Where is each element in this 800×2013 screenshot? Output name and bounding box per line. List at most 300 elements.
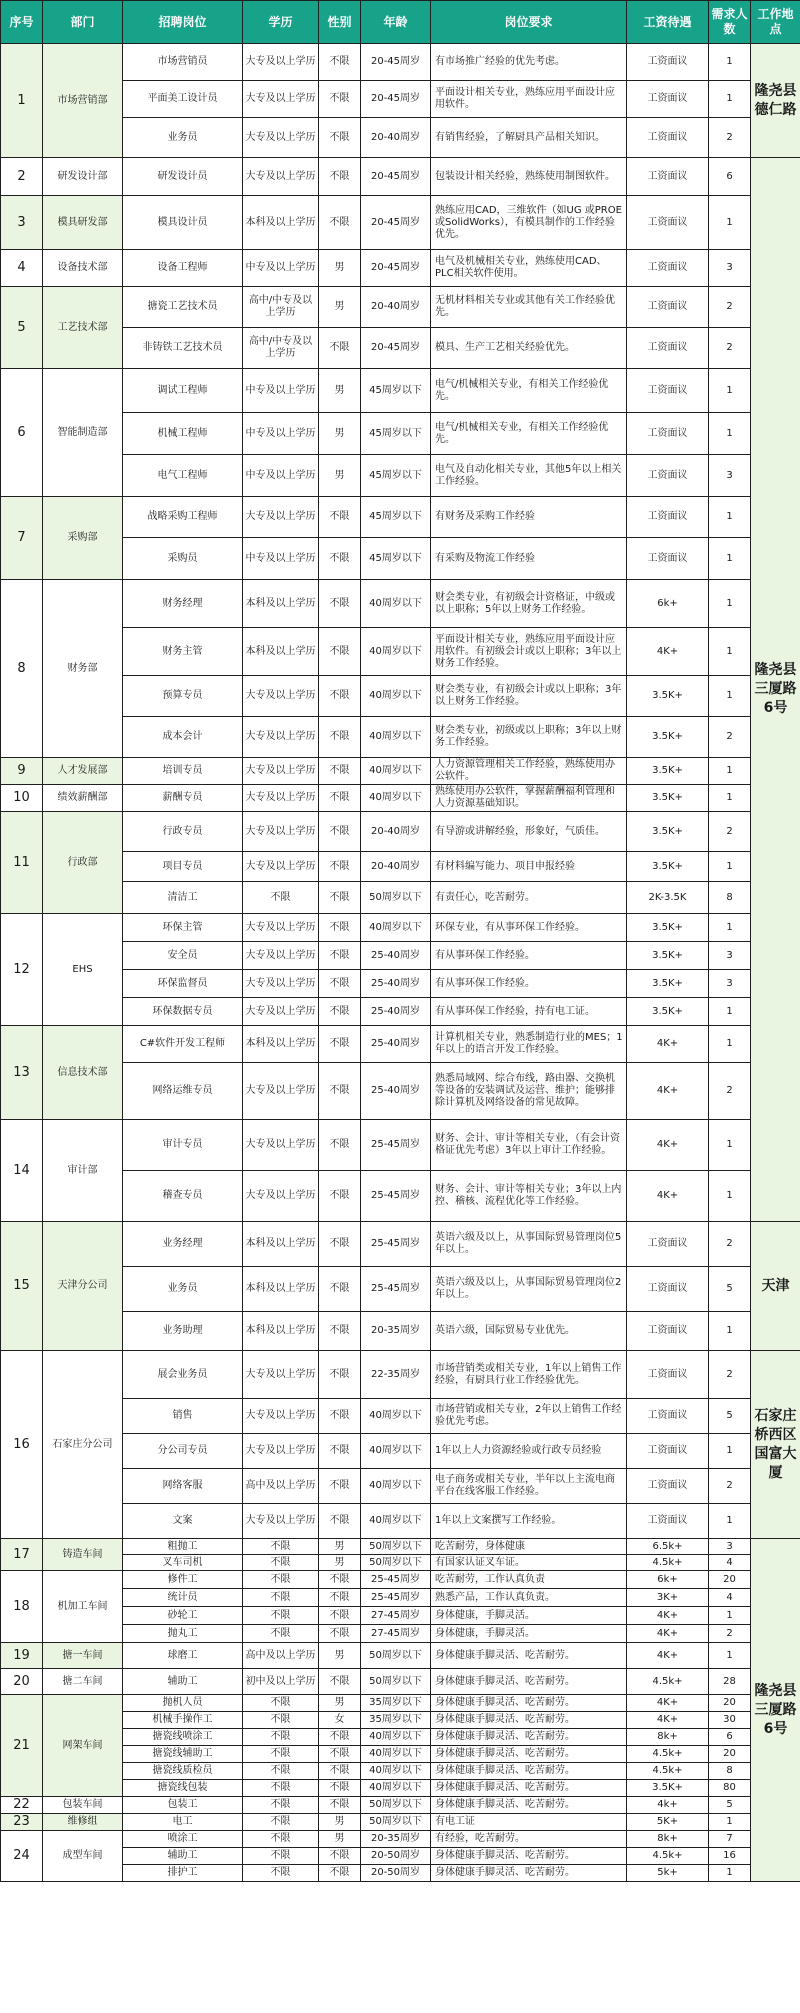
job-post: 网络客服 [123, 1469, 243, 1504]
job-sex: 男 [319, 1695, 361, 1712]
job-education: 不限 [243, 1555, 319, 1571]
row-number: 16 [1, 1351, 43, 1539]
job-count: 1 [709, 369, 751, 413]
job-requirement: 有导游或讲解经验，形象好，气质佳。 [431, 812, 627, 852]
job-pay: 3.5K+ [627, 852, 709, 882]
job-pay: 3.5K+ [627, 676, 709, 717]
job-education: 本科及以上学历 [243, 580, 319, 628]
job-age: 27-45周岁 [361, 1607, 431, 1625]
row-number: 12 [1, 914, 43, 1026]
job-post: 采购员 [123, 538, 243, 580]
job-pay: 3.5K+ [627, 758, 709, 785]
job-sex: 不限 [319, 1399, 361, 1434]
job-education: 大专及以上学历 [243, 497, 319, 538]
job-age: 50周岁以下 [361, 1797, 431, 1814]
row-number: 22 [1, 1797, 43, 1814]
job-age: 40周岁以下 [361, 717, 431, 758]
job-count: 1 [709, 413, 751, 455]
job-count: 2 [709, 717, 751, 758]
job-count: 2 [709, 1625, 751, 1643]
job-requirement: 有电工证 [431, 1814, 627, 1831]
job-education: 大专及以上学历 [243, 1171, 319, 1222]
job-education: 不限 [243, 1797, 319, 1814]
job-age: 50周岁以下 [361, 1669, 431, 1695]
job-requirement: 身体健康手脚灵活、吃苦耐劳。 [431, 1780, 627, 1797]
job-post: 粗抛工 [123, 1539, 243, 1555]
job-age: 25-45周岁 [361, 1589, 431, 1607]
job-requirement: 有责任心，吃苦耐劳。 [431, 882, 627, 914]
job-pay: 4K+ [627, 1063, 709, 1120]
job-pay: 工资面议 [627, 1312, 709, 1351]
job-post: 分公司专员 [123, 1434, 243, 1469]
job-pay: 4.5k+ [627, 1763, 709, 1780]
job-education: 高中/中专及以上学历 [243, 328, 319, 369]
job-count: 28 [709, 1669, 751, 1695]
department-name: 工艺技术部 [43, 287, 123, 369]
job-count: 1 [709, 1026, 751, 1063]
job-pay: 2K-3.5K [627, 882, 709, 914]
job-pay: 工资面议 [627, 413, 709, 455]
row-number: 18 [1, 1571, 43, 1643]
job-count: 2 [709, 812, 751, 852]
job-pay: 4K+ [627, 1712, 709, 1729]
job-requirement: 吃苦耐劳，工作认真负责 [431, 1571, 627, 1589]
work-location: 天津 [751, 1222, 800, 1351]
job-sex: 不限 [319, 1351, 361, 1399]
job-requirement: 吃苦耐劳，身体健康 [431, 1539, 627, 1555]
job-sex: 不限 [319, 1763, 361, 1780]
job-sex: 不限 [319, 1797, 361, 1814]
job-age: 27-45周岁 [361, 1625, 431, 1643]
job-pay: 4K+ [627, 628, 709, 676]
job-pay: 3.5K+ [627, 970, 709, 998]
job-requirement: 环保专业，有从事环保工作经验。 [431, 914, 627, 942]
table-row [1, 1814, 800, 1831]
job-education: 大专及以上学历 [243, 852, 319, 882]
job-sex: 不限 [319, 758, 361, 785]
job-post: 审计专员 [123, 1120, 243, 1171]
job-count: 3 [709, 250, 751, 287]
job-post: 机械工程师 [123, 413, 243, 455]
job-post: 业务经理 [123, 1222, 243, 1267]
job-pay: 5K+ [627, 1814, 709, 1831]
job-pay: 工资面议 [627, 538, 709, 580]
job-requirement: 电气/机械相关专业，有相关工作经验优先。 [431, 413, 627, 455]
job-requirement: 身体健康手脚灵活、吃苦耐劳。 [431, 1729, 627, 1746]
job-education: 本科及以上学历 [243, 1222, 319, 1267]
job-count: 2 [709, 1351, 751, 1399]
job-pay: 工资面议 [627, 44, 709, 81]
table-row [1, 1571, 800, 1589]
job-age: 40周岁以下 [361, 1746, 431, 1763]
row-number: 23 [1, 1814, 43, 1831]
job-age: 20-40周岁 [361, 812, 431, 852]
job-education: 大专及以上学历 [243, 1434, 319, 1469]
job-count: 1 [709, 676, 751, 717]
job-count: 7 [709, 1831, 751, 1848]
job-sex: 不限 [319, 676, 361, 717]
job-education: 本科及以上学历 [243, 1312, 319, 1351]
job-age: 20-45周岁 [361, 158, 431, 196]
job-requirement: 熟练使用办公软件，掌握薪酬福利管理和人力资源基础知识。 [431, 785, 627, 812]
row-number: 5 [1, 287, 43, 369]
job-age: 20-40周岁 [361, 118, 431, 158]
job-sex: 不限 [319, 628, 361, 676]
job-pay: 4K+ [627, 1625, 709, 1643]
job-sex: 不限 [319, 1222, 361, 1267]
job-count: 1 [709, 1312, 751, 1351]
job-requirement: 财会类专业，初级或以上职称；3年以上财务工作经验。 [431, 717, 627, 758]
job-education: 大专及以上学历 [243, 676, 319, 717]
job-post: 喷涂工 [123, 1831, 243, 1848]
job-requirement: 身体健康手脚灵活、吃苦耐劳。 [431, 1848, 627, 1865]
job-post: 排护工 [123, 1865, 243, 1882]
job-pay: 工资面议 [627, 287, 709, 328]
job-pay: 8k+ [627, 1831, 709, 1848]
job-sex: 不限 [319, 1848, 361, 1865]
job-pay: 5k+ [627, 1865, 709, 1882]
job-count: 6 [709, 1729, 751, 1746]
row-number: 4 [1, 250, 43, 287]
job-age: 25-45周岁 [361, 1171, 431, 1222]
job-education: 本科及以上学历 [243, 1026, 319, 1063]
job-age: 25-40周岁 [361, 1063, 431, 1120]
job-count: 3 [709, 942, 751, 970]
job-requirement: 有材料编写能力、项目申报经验 [431, 852, 627, 882]
job-education: 不限 [243, 1746, 319, 1763]
job-pay: 工资面议 [627, 1434, 709, 1469]
job-requirement: 身体健康手脚灵活、吃苦耐劳。 [431, 1712, 627, 1729]
job-education: 大专及以上学历 [243, 1399, 319, 1434]
department-name: 包装车间 [43, 1797, 123, 1814]
job-pay: 6k+ [627, 1571, 709, 1589]
table-row [1, 1797, 800, 1814]
job-sex: 不限 [319, 1434, 361, 1469]
job-post: 修件工 [123, 1571, 243, 1589]
work-location: 隆尧县 德仁路 [751, 44, 800, 158]
job-requirement: 有经验，吃苦耐劳。 [431, 1831, 627, 1848]
job-pay: 3.5K+ [627, 1780, 709, 1797]
job-post: 网络运维专员 [123, 1063, 243, 1120]
job-count: 1 [709, 1504, 751, 1539]
job-age: 25-40周岁 [361, 942, 431, 970]
job-age: 40周岁以下 [361, 1469, 431, 1504]
job-requirement: 熟悉产品，工作认真负责。 [431, 1589, 627, 1607]
job-count: 5 [709, 1267, 751, 1312]
job-age: 40周岁以下 [361, 628, 431, 676]
job-post: 辅助工 [123, 1669, 243, 1695]
job-requirement: 身体健康手脚灵活、吃苦耐劳。 [431, 1746, 627, 1763]
job-pay: 3.5K+ [627, 914, 709, 942]
job-count: 3 [709, 455, 751, 497]
row-number: 11 [1, 812, 43, 914]
job-education: 不限 [243, 1763, 319, 1780]
department-name: 网架车间 [43, 1695, 123, 1797]
job-age: 50周岁以下 [361, 1539, 431, 1555]
job-sex: 男 [319, 455, 361, 497]
job-pay: 工资面议 [627, 81, 709, 118]
job-requirement: 平面设计相关专业，熟练应用平面设计应用软件。有初级会计或以上职称；3年以上财务工作经验。 [431, 628, 627, 676]
job-age: 40周岁以下 [361, 758, 431, 785]
job-pay: 3.5K+ [627, 812, 709, 852]
header-no: 序号 [1, 1, 43, 44]
job-count: 2 [709, 287, 751, 328]
table-row [1, 1351, 800, 1399]
job-sex: 不限 [319, 1625, 361, 1643]
job-education: 不限 [243, 1814, 319, 1831]
department-name: 智能制造部 [43, 369, 123, 497]
job-education: 不限 [243, 882, 319, 914]
job-count: 20 [709, 1571, 751, 1589]
job-post: 展会业务员 [123, 1351, 243, 1399]
row-number: 7 [1, 497, 43, 580]
job-education: 高中及以上学历 [243, 1643, 319, 1669]
job-count: 30 [709, 1712, 751, 1729]
job-age: 45周岁以下 [361, 538, 431, 580]
job-sex: 不限 [319, 1267, 361, 1312]
job-age: 25-45周岁 [361, 1120, 431, 1171]
work-location: 石家庄 桥西区 国富大厦 [751, 1351, 800, 1539]
job-pay: 工资面议 [627, 328, 709, 369]
job-education: 初中及以上学历 [243, 1669, 319, 1695]
job-count: 1 [709, 628, 751, 676]
job-requirement: 市场营销类或相关专业，1年以上销售工作经验，有厨具行业工作经验优先。 [431, 1351, 627, 1399]
department-name: 信息技术部 [43, 1026, 123, 1120]
row-number: 20 [1, 1669, 43, 1695]
department-name: 审计部 [43, 1120, 123, 1222]
job-post: 环保数据专员 [123, 998, 243, 1026]
job-age: 25-45周岁 [361, 1222, 431, 1267]
job-age: 20-40周岁 [361, 287, 431, 328]
job-count: 1 [709, 852, 751, 882]
table-row [1, 369, 800, 413]
job-post: 战略采购工程师 [123, 497, 243, 538]
job-age: 45周岁以下 [361, 455, 431, 497]
header-count: 需求人数 [709, 1, 751, 44]
job-sex: 男 [319, 1831, 361, 1848]
job-sex: 不限 [319, 812, 361, 852]
job-requirement: 熟练应用CAD，三维软件（如UG 或PROE 或SolidWorks），有模具制作的工作经验优先。 [431, 196, 627, 250]
job-post: 安全员 [123, 942, 243, 970]
job-sex: 男 [319, 369, 361, 413]
job-age: 35周岁以下 [361, 1712, 431, 1729]
job-age: 40周岁以下 [361, 580, 431, 628]
job-requirement: 身体健康手脚灵活、吃苦耐劳。 [431, 1797, 627, 1814]
header-sex: 性别 [319, 1, 361, 44]
job-education: 大专及以上学历 [243, 1120, 319, 1171]
job-education: 大专及以上学历 [243, 758, 319, 785]
job-count: 3 [709, 1539, 751, 1555]
job-pay: 4.5k+ [627, 1848, 709, 1865]
job-pay: 4.5k+ [627, 1555, 709, 1571]
row-number: 17 [1, 1539, 43, 1571]
department-name: 天津分公司 [43, 1222, 123, 1351]
job-count: 8 [709, 1763, 751, 1780]
job-post: 环保主管 [123, 914, 243, 942]
job-count: 1 [709, 580, 751, 628]
job-sex: 不限 [319, 1504, 361, 1539]
job-post: 调试工程师 [123, 369, 243, 413]
job-pay: 工资面议 [627, 1351, 709, 1399]
job-sex: 不限 [319, 328, 361, 369]
job-sex: 不限 [319, 580, 361, 628]
job-education: 不限 [243, 1625, 319, 1643]
job-sex: 不限 [319, 785, 361, 812]
job-requirement: 有从事环保工作经验。 [431, 942, 627, 970]
department-name: 绩效薪酬部 [43, 785, 123, 812]
job-count: 1 [709, 81, 751, 118]
job-sex: 不限 [319, 1865, 361, 1882]
job-requirement: 身体健康手脚灵活、吃苦耐劳。 [431, 1669, 627, 1695]
job-count: 6 [709, 158, 751, 196]
job-pay: 工资面议 [627, 158, 709, 196]
job-pay: 工资面议 [627, 1267, 709, 1312]
job-education: 大专及以上学历 [243, 785, 319, 812]
job-education: 大专及以上学历 [243, 158, 319, 196]
job-sex: 不限 [319, 1063, 361, 1120]
job-education: 大专及以上学历 [243, 914, 319, 942]
job-count: 1 [709, 1865, 751, 1882]
job-pay: 4.5k+ [627, 1746, 709, 1763]
job-requirement: 有销售经验，了解厨具产品相关知识。 [431, 118, 627, 158]
job-count: 2 [709, 1469, 751, 1504]
job-sex: 不限 [319, 998, 361, 1026]
job-age: 50周岁以下 [361, 1555, 431, 1571]
job-education: 中专及以上学历 [243, 455, 319, 497]
row-number: 3 [1, 196, 43, 250]
job-requirement: 身体健康，手脚灵活。 [431, 1625, 627, 1643]
job-pay: 8k+ [627, 1729, 709, 1746]
job-age: 50周岁以下 [361, 1814, 431, 1831]
job-post: 财务经理 [123, 580, 243, 628]
job-post: 薪酬专员 [123, 785, 243, 812]
job-count: 8 [709, 882, 751, 914]
table-row [1, 287, 800, 328]
table-row [1, 1669, 800, 1695]
job-education: 中专及以上学历 [243, 413, 319, 455]
department-name: 模具研发部 [43, 196, 123, 250]
job-requirement: 身体健康手脚灵活、吃苦耐劳。 [431, 1643, 627, 1669]
job-post: 抛丸工 [123, 1625, 243, 1643]
job-post: 设备工程师 [123, 250, 243, 287]
job-post: 搪瓷线喷涂工 [123, 1729, 243, 1746]
job-requirement: 有财务及采购工作经验 [431, 497, 627, 538]
job-pay: 工资面议 [627, 1222, 709, 1267]
job-requirement: 有采购及物流工作经验 [431, 538, 627, 580]
job-age: 40周岁以下 [361, 676, 431, 717]
header-req: 岗位要求 [431, 1, 627, 44]
job-age: 40周岁以下 [361, 914, 431, 942]
job-sex: 不限 [319, 1669, 361, 1695]
job-post: 叉车司机 [123, 1555, 243, 1571]
header-pay: 工资待遇 [627, 1, 709, 44]
job-age: 40周岁以下 [361, 1504, 431, 1539]
job-education: 本科及以上学历 [243, 1267, 319, 1312]
job-education: 高中及以上学历 [243, 1469, 319, 1504]
row-number: 1 [1, 44, 43, 158]
job-sex: 不限 [319, 81, 361, 118]
job-post: 成本会计 [123, 717, 243, 758]
job-count: 1 [709, 497, 751, 538]
job-pay: 3K+ [627, 1589, 709, 1607]
job-pay: 工资面议 [627, 1469, 709, 1504]
table-row [1, 44, 800, 81]
job-requirement: 身体健康手脚灵活、吃苦耐劳。 [431, 1763, 627, 1780]
job-sex: 男 [319, 1814, 361, 1831]
job-count: 1 [709, 1171, 751, 1222]
job-sex: 不限 [319, 942, 361, 970]
job-count: 2 [709, 1063, 751, 1120]
job-age: 20-45周岁 [361, 81, 431, 118]
table-row [1, 497, 800, 538]
job-age: 40周岁以下 [361, 1780, 431, 1797]
job-post: 研发设计员 [123, 158, 243, 196]
row-number: 21 [1, 1695, 43, 1797]
job-pay: 4K+ [627, 1120, 709, 1171]
job-post: 市场营销员 [123, 44, 243, 81]
job-count: 1 [709, 1120, 751, 1171]
job-post: 财务主管 [123, 628, 243, 676]
job-post: 预算专员 [123, 676, 243, 717]
table-row [1, 1539, 800, 1555]
job-count: 5 [709, 1797, 751, 1814]
table-row [1, 580, 800, 628]
department-name: 成型车间 [43, 1831, 123, 1882]
job-education: 高中/中专及以上学历 [243, 287, 319, 328]
job-post: 培训专员 [123, 758, 243, 785]
job-post: 搪瓷线包装 [123, 1780, 243, 1797]
job-sex: 不限 [319, 1312, 361, 1351]
job-sex: 不限 [319, 158, 361, 196]
job-sex: 不限 [319, 1780, 361, 1797]
job-post: 包装工 [123, 1797, 243, 1814]
row-number: 24 [1, 1831, 43, 1882]
table-row [1, 1120, 800, 1171]
job-post: 平面美工设计员 [123, 81, 243, 118]
department-name: 维修组 [43, 1814, 123, 1831]
job-requirement: 有从事环保工作经验。 [431, 970, 627, 998]
job-sex: 不限 [319, 538, 361, 580]
job-post: 搪瓷工艺技术员 [123, 287, 243, 328]
department-name: 搪二车间 [43, 1669, 123, 1695]
job-sex: 女 [319, 1712, 361, 1729]
job-count: 1 [709, 1814, 751, 1831]
department-name: 人才发展部 [43, 758, 123, 785]
job-post: 行政专员 [123, 812, 243, 852]
job-age: 20-45周岁 [361, 196, 431, 250]
department-name: 设备技术部 [43, 250, 123, 287]
job-age: 50周岁以下 [361, 1643, 431, 1669]
job-pay: 4K+ [627, 1607, 709, 1625]
job-requirement: 市场营销或相关专业，2年以上销售工作经验优先考虑。 [431, 1399, 627, 1434]
header-post: 招聘岗位 [123, 1, 243, 44]
table-row [1, 785, 800, 812]
job-count: 80 [709, 1780, 751, 1797]
row-number: 13 [1, 1026, 43, 1120]
job-pay: 工资面议 [627, 118, 709, 158]
department-name: 财务部 [43, 580, 123, 758]
job-sex: 不限 [319, 852, 361, 882]
job-post: 模具设计员 [123, 196, 243, 250]
job-pay: 3.5K+ [627, 785, 709, 812]
job-post: 统计员 [123, 1589, 243, 1607]
table-row [1, 1643, 800, 1669]
job-count: 1 [709, 914, 751, 942]
row-number: 8 [1, 580, 43, 758]
job-count: 20 [709, 1746, 751, 1763]
job-age: 40周岁以下 [361, 1399, 431, 1434]
row-number: 15 [1, 1222, 43, 1351]
